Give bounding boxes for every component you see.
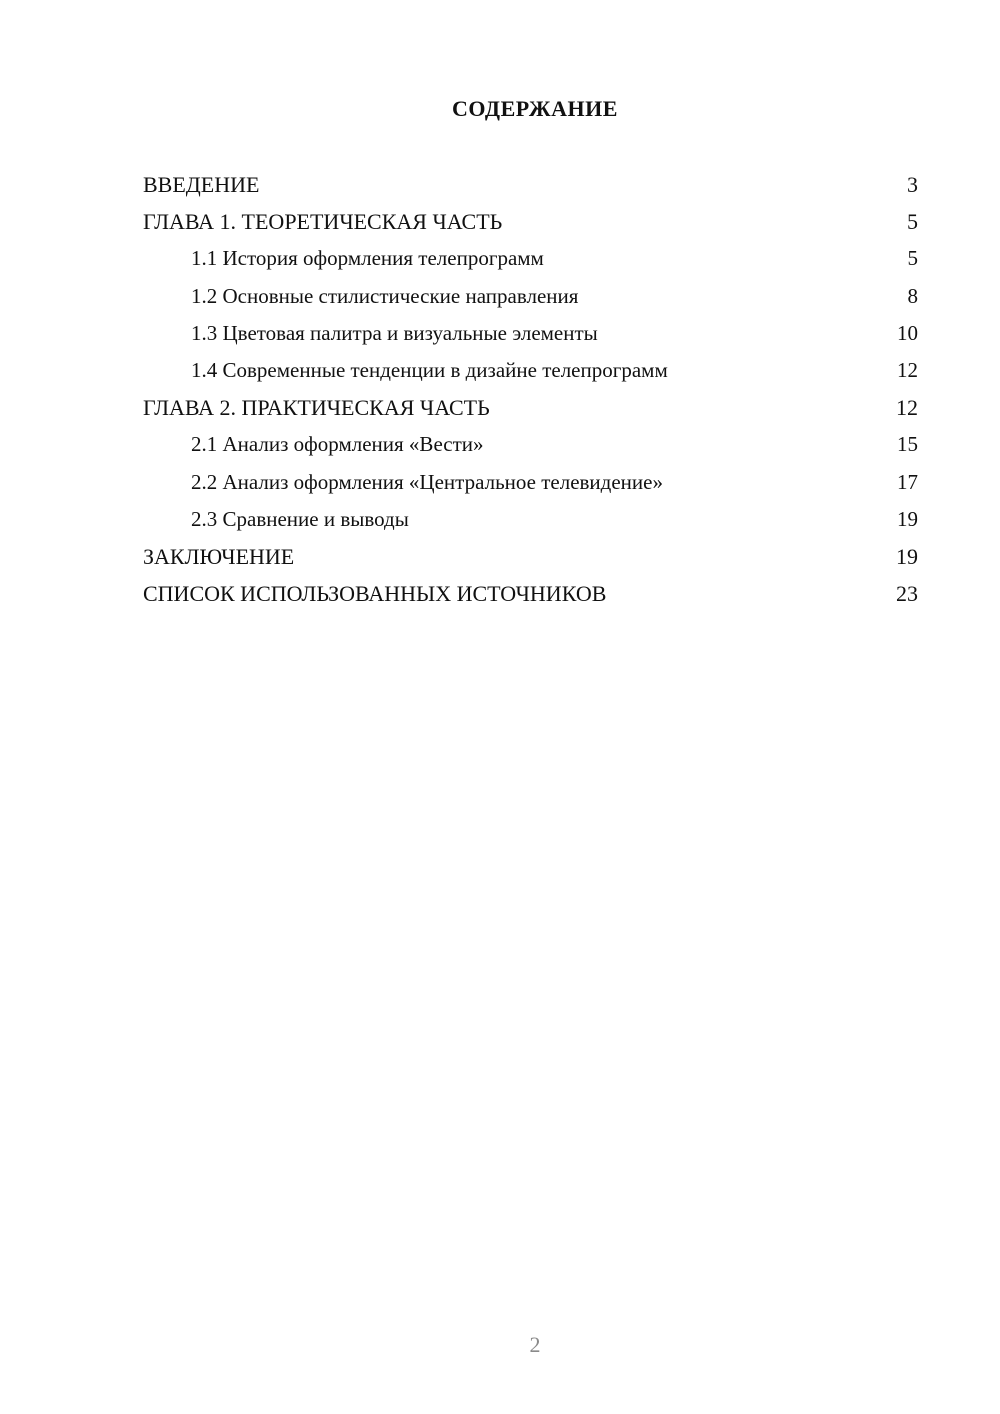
toc-entry-label: 2.1 Анализ оформления «Вести» [191, 432, 484, 457]
toc-entry-introduction [143, 166, 918, 203]
toc-entry-page: 19 [897, 506, 918, 531]
toc-entry-label: 2.2 Анализ оформления «Центральное телевидение» [191, 469, 663, 494]
toc-entry-label: ВВЕДЕНИЕ [143, 172, 260, 197]
table-of-contents [143, 166, 918, 612]
toc-entry-section-1-4 [143, 352, 918, 389]
toc-entry-page: 23 [896, 581, 918, 607]
toc-entry-page: 17 [897, 469, 918, 494]
toc-entry-page: 8 [907, 283, 918, 308]
toc-entry-section-2-1 [143, 426, 918, 463]
toc-entry-label: 1.1 История оформления телепрограмм [191, 246, 544, 271]
toc-entry-label: ЗАКЛЮЧЕНИЕ [143, 543, 295, 569]
toc-entry-label: ГЛАВА 1. ТЕОРЕТИЧЕСКАЯ ЧАСТЬ [143, 209, 503, 235]
toc-entry-page: 5 [907, 209, 918, 235]
toc-entry-label: 1.4 Современные тенденции в дизайне телепрограмм [191, 357, 668, 382]
toc-entry-label: 1.3 Цветовая палитра и визуальные элементы [191, 320, 598, 345]
toc-entry-page: 12 [897, 357, 918, 382]
toc-entry-section-2-2 [143, 464, 918, 501]
toc-entry-label: 1.2 Основные стилистические направления [191, 283, 579, 308]
toc-entry-page: 10 [897, 320, 918, 345]
toc-entry-page: 3 [907, 172, 918, 197]
toc-entry-page: 15 [897, 432, 918, 457]
toc-entry-label: 2.3 Сравнение и выводы [191, 506, 409, 531]
toc-entry-conclusion [143, 538, 918, 575]
toc-entry-section-1-3 [143, 315, 918, 352]
toc-entry-label: ГЛАВА 2. ПРАКТИЧЕСКАЯ ЧАСТЬ [143, 395, 490, 421]
toc-entry-chapter-1 [143, 203, 918, 240]
toc-entry-page: 19 [896, 543, 918, 569]
toc-entry-label: СПИСОК ИСПОЛЬЗОВАННЫХ ИСТОЧНИКОВ [143, 581, 607, 607]
toc-entry-page: 12 [896, 395, 918, 421]
toc-entry-section-1-1 [143, 240, 918, 277]
page-number: 2 [529, 1332, 541, 1357]
toc-entry-references [143, 575, 918, 612]
toc-entry-chapter-2 [143, 389, 918, 426]
toc-entry-section-2-3 [143, 501, 918, 538]
page-title: СОДЕРЖАНИЕ [452, 96, 618, 121]
toc-entry-section-1-2 [143, 278, 918, 315]
toc-entry-page: 5 [907, 246, 918, 271]
